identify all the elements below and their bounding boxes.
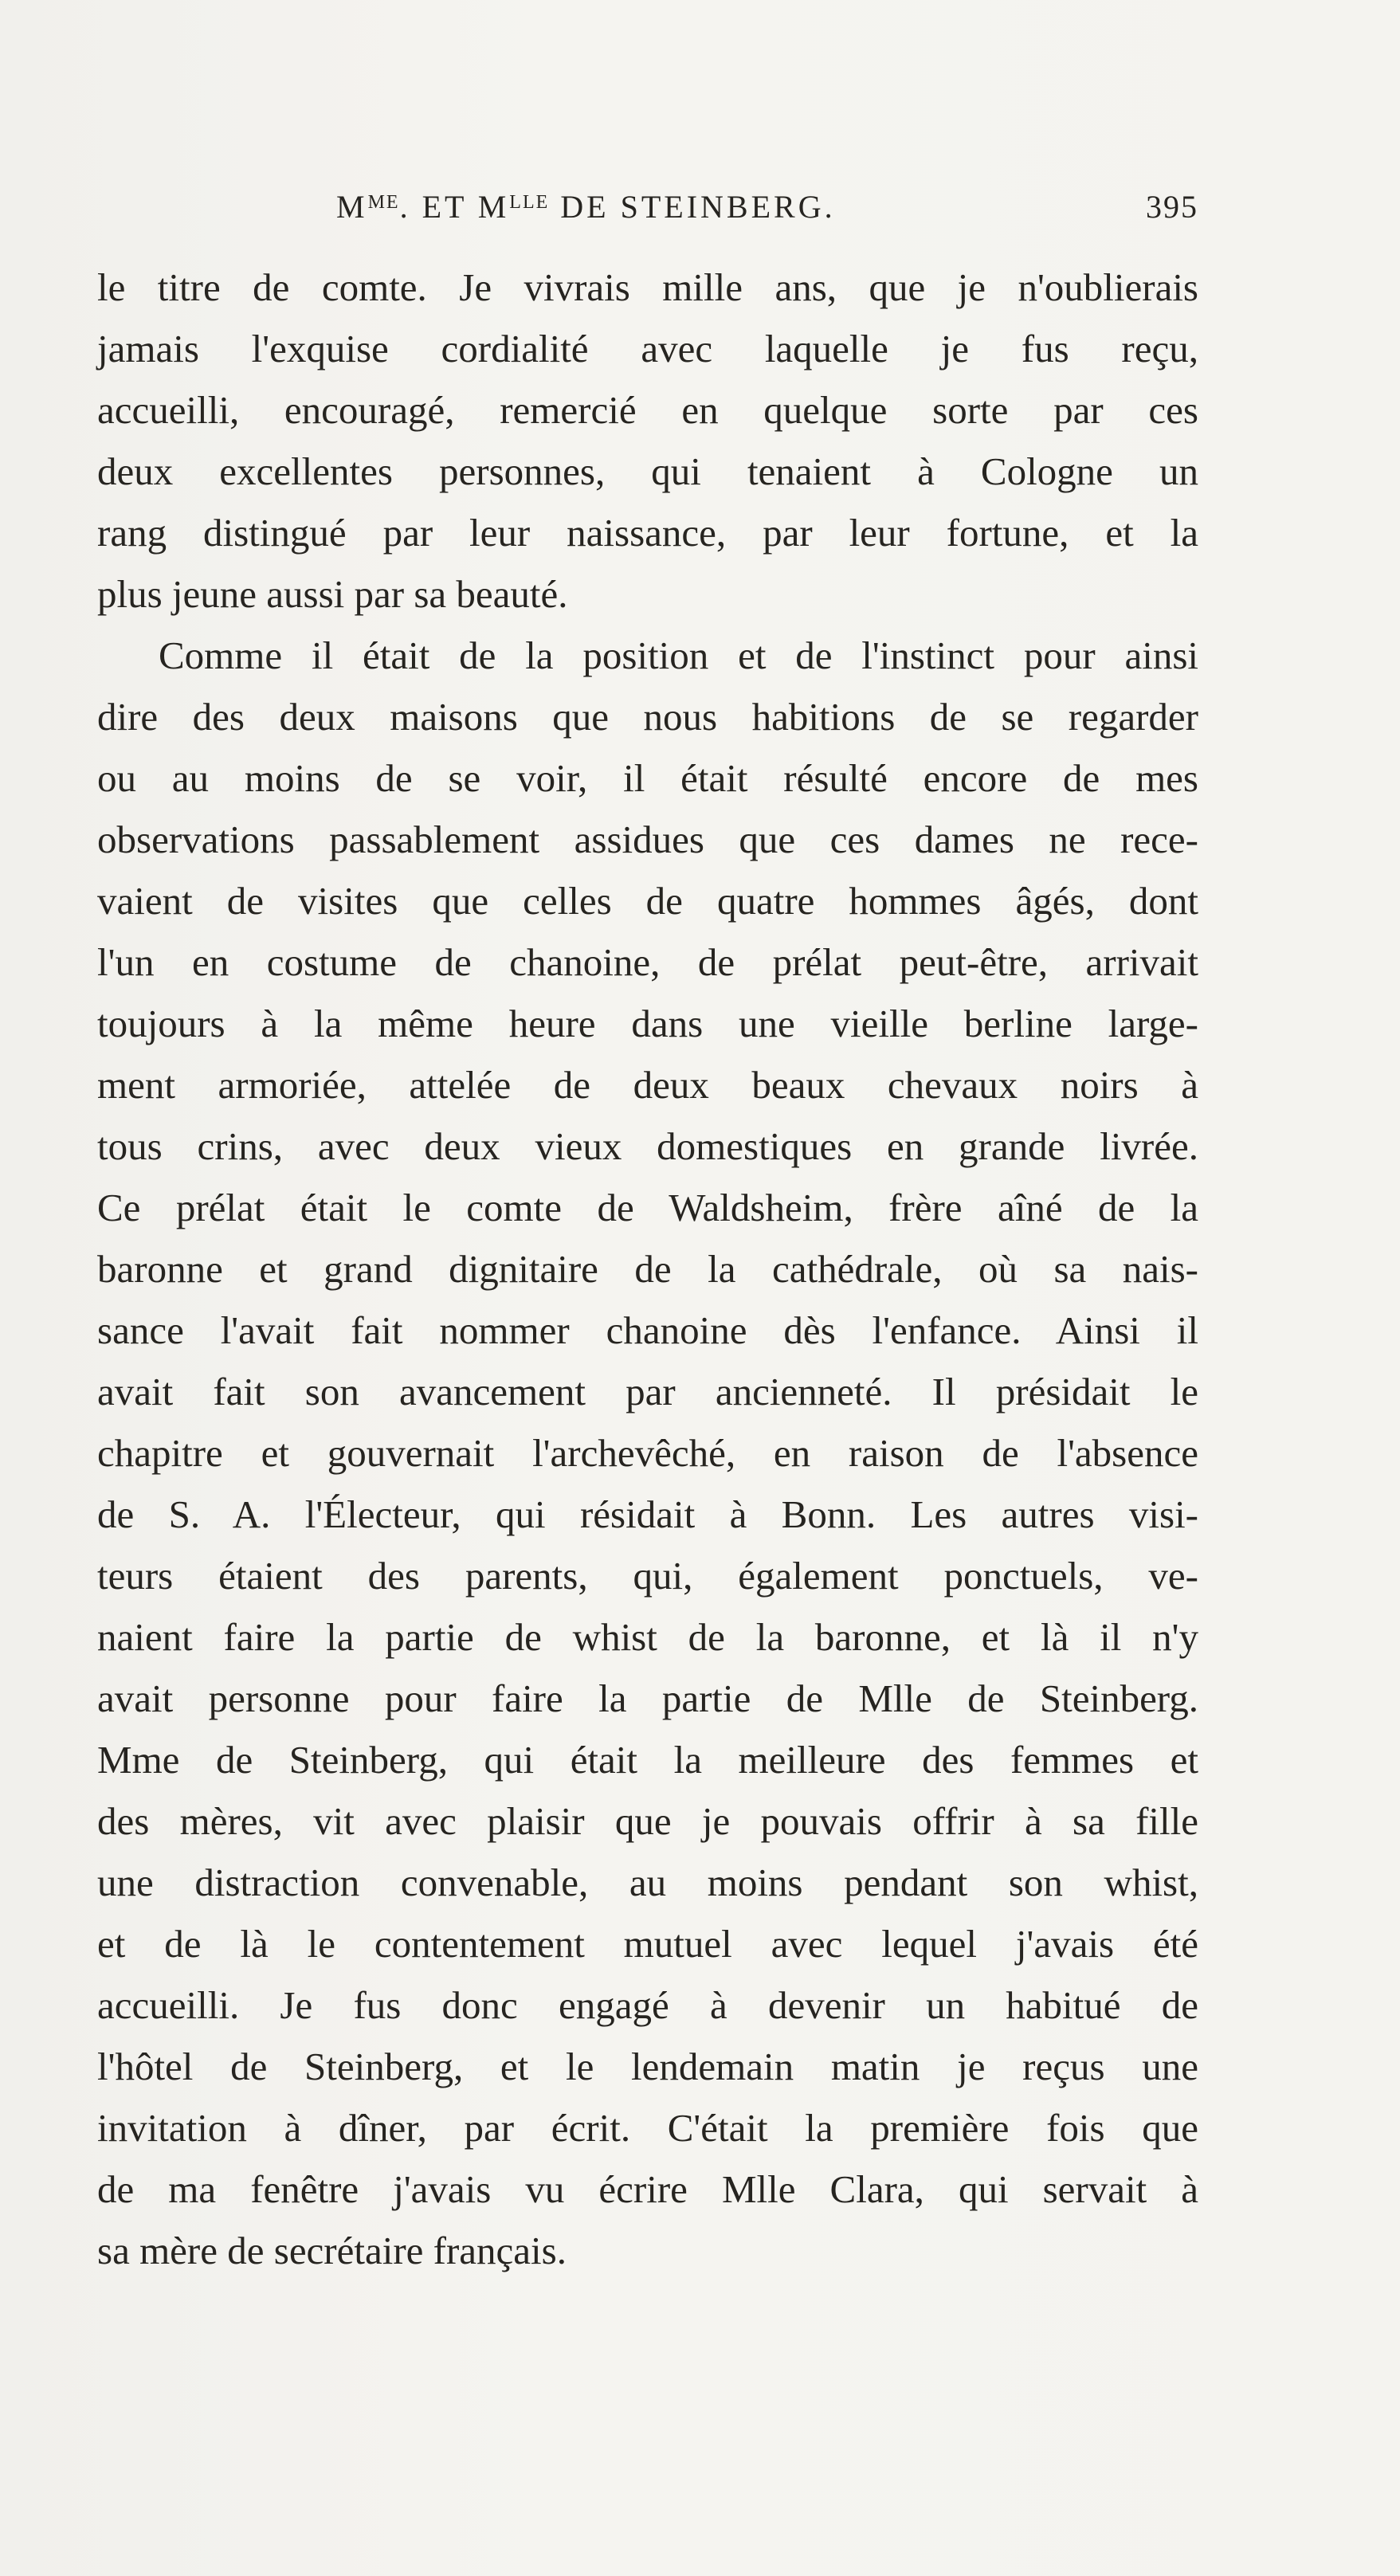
- title-end: DE STEINBERG.: [549, 189, 836, 225]
- body-text: [97, 257, 1198, 2281]
- text-line: ment armoriée, attelée de deux beaux chevaux noirs à: [97, 1063, 1198, 1107]
- text-line: baronne et grand dignitaire de la cathédrale, où sa nais-: [97, 1247, 1198, 1291]
- text-line: le titre de comte. Je vivrais mille ans, que je n'oublierais: [97, 265, 1198, 309]
- text-line: Comme il était de la position et de l'instinct pour ainsi: [159, 633, 1198, 677]
- text-line: avait fait son avancement par ancienneté. Il présidait le: [97, 1370, 1198, 1413]
- text-line: teurs étaient des parents, qui, également ponctuels, ve-: [97, 1554, 1198, 1598]
- text-line: et de là le contentement mutuel avec lequel j'avais été: [97, 1922, 1198, 1966]
- text-line: rang distingué par leur naissance, par leur fortune, et la: [97, 511, 1198, 555]
- text-line: Ce prélat était le comte de Waldsheim, frère aîné de la: [97, 1186, 1198, 1229]
- text-line: de ma fenêtre j'avais vu écrire Mlle Clara, qui servait à: [97, 2167, 1198, 2211]
- text-line: sa mère de secrétaire français.: [97, 2229, 567, 2272]
- running-header: [97, 188, 1198, 236]
- text-line: Mme de Steinberg, qui était la meilleure des femmes et: [97, 1738, 1198, 1782]
- title-mme: M: [336, 189, 368, 225]
- text-line: vaient de visites que celles de quatre hommes âgés, dont: [97, 879, 1198, 923]
- text-line: dire des deux maisons que nous habitions de se regarder: [97, 695, 1198, 739]
- text-line: deux excellentes personnes, qui tenaient à Cologne un: [97, 449, 1198, 493]
- text-line: toujours à la même heure dans une vieille berline large-: [97, 1002, 1198, 1045]
- text-line: jamais l'exquise cordialité avec laquelle je fus reçu,: [97, 327, 1198, 371]
- text-line: chapitre et gouvernait l'archevêché, en raison de l'absence: [97, 1431, 1198, 1475]
- text-line: de S. A. l'Électeur, qui résidait à Bonn. Les autres visi-: [97, 1492, 1198, 1536]
- text-line: accueilli. Je fus donc engagé à devenir un habitué de: [97, 1983, 1198, 2027]
- text-line: avait personne pour faire la partie de Mlle de Steinberg.: [97, 1676, 1198, 1720]
- text-line: ou au moins de se voir, il était résulté encore de mes: [97, 756, 1198, 800]
- text-line: tous crins, avec deux vieux domestiques en grande livrée.: [97, 1124, 1198, 1168]
- text-line: des mères, vit avec plaisir que je pouvais offrir à sa fille: [97, 1799, 1198, 1843]
- text-line: observations passablement assidues que ces dames ne rece-: [97, 817, 1198, 861]
- title-mlle-sup: LLE: [509, 192, 550, 213]
- text-line: l'un en costume de chanoine, de prélat peut-être, arrivait: [97, 940, 1198, 984]
- text-line: naient faire la partie de whist de la baronne, et là il n'y: [97, 1615, 1198, 1659]
- text-line: invitation à dîner, par écrit. C'était la première fois que: [97, 2106, 1198, 2150]
- page-number: 395: [1146, 189, 1198, 225]
- title-mid: . ET M: [399, 189, 510, 225]
- text-line: accueilli, encouragé, remercié en quelque sorte par ces: [97, 388, 1198, 432]
- text-line: sance l'avait fait nommer chanoine dès l'enfance. Ainsi il: [97, 1308, 1198, 1352]
- running-title: [336, 188, 836, 225]
- text-line: une distraction convenable, au moins pendant son whist,: [97, 1860, 1198, 1904]
- text-line: plus jeune aussi par sa beauté.: [97, 572, 568, 616]
- text-line: l'hôtel de Steinberg, et le lendemain matin je reçus une: [97, 2045, 1198, 2088]
- title-mme-sup: ME: [367, 192, 400, 213]
